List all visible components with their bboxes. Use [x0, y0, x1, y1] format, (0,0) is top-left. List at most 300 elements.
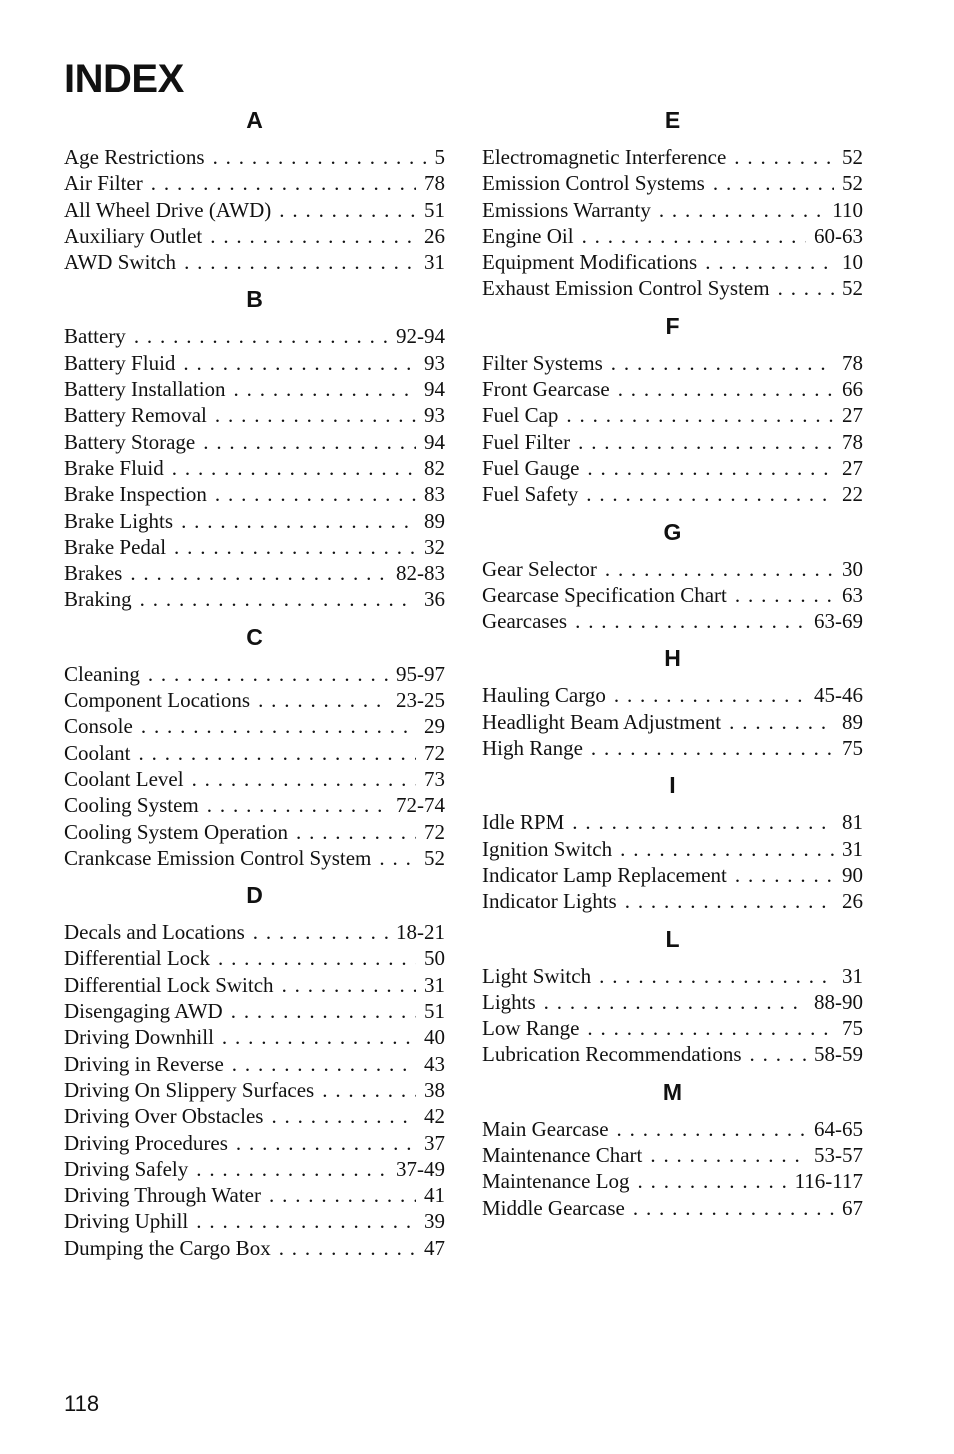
index-entry [64, 687, 445, 713]
index-page-ref: 93 [424, 403, 445, 428]
dot-leader [544, 989, 806, 1015]
dot-leader [713, 170, 834, 196]
dot-leader [218, 945, 416, 971]
index-entry [64, 1077, 445, 1103]
index-term: Brake Fluid [64, 455, 164, 480]
index-term: All Wheel Drive (AWD) [64, 197, 272, 222]
index-page-ref: 92-94 [396, 324, 445, 349]
index-entry [64, 455, 445, 481]
section-letter: B [246, 286, 263, 313]
dot-leader [271, 1103, 416, 1129]
dot-leader [638, 1168, 787, 1194]
index-page-ref: 53-57 [814, 1143, 863, 1168]
index-entry [64, 508, 445, 534]
index-page-ref: 58-59 [814, 1042, 863, 1067]
index-entry [64, 144, 445, 170]
section-letter: E [664, 107, 681, 133]
index-page-ref: 67 [842, 1195, 863, 1220]
index-column-left [64, 106, 445, 1271]
index-column-right [482, 106, 863, 1231]
index-entry [482, 888, 863, 914]
dot-leader [207, 792, 388, 818]
index-page-ref: 45-46 [814, 683, 863, 708]
index-page-ref: 51 [424, 999, 445, 1024]
dot-leader [586, 481, 834, 507]
index-term: Differential Lock [64, 946, 210, 971]
index-term: Brake Lights [64, 508, 174, 533]
dot-leader [729, 709, 834, 735]
dot-leader [279, 197, 416, 223]
index-term: Lights [482, 989, 536, 1014]
dot-leader [139, 740, 417, 766]
index-term: Component Locations [64, 688, 251, 713]
dot-leader [379, 845, 416, 871]
index-term: Cooling System Operation [64, 819, 288, 844]
index-term: Indicator Lamp Replacement [482, 862, 727, 887]
dot-leader [172, 455, 416, 481]
index-page-ref: 81 [842, 810, 863, 835]
index-term: Brake Inspection [64, 482, 207, 507]
dot-leader [130, 560, 388, 586]
index-entry [482, 197, 863, 223]
index-page-ref: 41 [424, 1183, 445, 1208]
index-term: Equipment Modifications [482, 250, 698, 275]
index-term: Indicator Lights [482, 889, 617, 914]
index-page-ref: 30 [842, 556, 863, 581]
index-section [482, 925, 863, 1068]
index-entry [64, 376, 445, 402]
index-entry [64, 998, 445, 1024]
index-page-ref: 51 [424, 197, 445, 222]
index-entry [482, 862, 863, 888]
index-term: Brakes [64, 561, 123, 586]
index-entry [64, 792, 445, 818]
index-term: Driving Procedures [64, 1130, 228, 1155]
index-term: Gear Selector [482, 556, 597, 581]
index-entry [64, 945, 445, 971]
index-entry [482, 481, 863, 507]
index-page-ref: 37 [424, 1130, 445, 1155]
index-page-ref: 94 [424, 429, 445, 454]
index-entry [64, 1182, 445, 1208]
index-page-ref: 82-83 [396, 561, 445, 586]
index-term: Air Filter [64, 171, 143, 196]
index-entry-list [482, 1116, 863, 1221]
dot-leader [582, 223, 806, 249]
index-entry-list [482, 809, 863, 914]
index-page-ref: 43 [424, 1051, 445, 1076]
index-term: Dumping the Cargo Box [64, 1235, 271, 1260]
index-page-ref: 89 [424, 508, 445, 533]
index-section [482, 1078, 863, 1221]
index-entry [64, 1051, 445, 1077]
dot-leader [222, 1024, 416, 1050]
dot-leader [659, 197, 824, 223]
index-term: Gearcases [482, 609, 568, 634]
index-entry-list [482, 144, 863, 302]
index-page-ref: 42 [424, 1104, 445, 1129]
index-section [482, 644, 863, 761]
dot-leader [614, 682, 806, 708]
index-term: Console [64, 714, 133, 739]
index-entry [64, 1103, 445, 1129]
index-term: Electromagnetic Interference [482, 145, 727, 169]
index-entry [482, 608, 863, 634]
index-entry [64, 845, 445, 871]
index-page-ref: 26 [424, 223, 445, 248]
index-entry [482, 350, 863, 376]
dot-leader [184, 249, 416, 275]
index-entry-list [482, 682, 863, 761]
index-term: Auxiliary Outlet [64, 223, 203, 248]
index-entry [64, 1235, 445, 1261]
index-term: Differential Lock Switch [64, 972, 274, 997]
index-term: Decals and Locations [64, 920, 245, 945]
index-page-ref: 78 [842, 429, 863, 454]
dot-leader [618, 376, 834, 402]
index-entry [64, 1156, 445, 1182]
index-entry [64, 1130, 445, 1156]
index-term: Battery Installation [64, 377, 226, 402]
index-page-ref: 95-97 [396, 661, 445, 686]
index-entry [482, 402, 863, 428]
index-entry [64, 560, 445, 586]
index-section [482, 312, 863, 508]
index-entry [482, 735, 863, 761]
index-term: Hauling Cargo [482, 683, 606, 708]
dot-leader [650, 1142, 806, 1168]
index-page-ref: 63 [842, 582, 863, 607]
index-term: Main Gearcase [482, 1116, 609, 1141]
section-letter: H [664, 645, 681, 672]
index-entry [482, 1041, 863, 1067]
index-term: Cleaning [64, 661, 140, 686]
index-page-ref: 88-90 [814, 989, 863, 1014]
dot-leader [269, 1182, 416, 1208]
index-entry [64, 534, 445, 560]
index-entry [64, 223, 445, 249]
index-page-ref: 73 [424, 766, 445, 791]
index-page-ref: 38 [424, 1077, 445, 1102]
index-entry [482, 682, 863, 708]
dot-leader [605, 556, 834, 582]
index-page-ref: 63-69 [814, 609, 863, 634]
index-entry [482, 556, 863, 582]
dot-leader [578, 429, 834, 455]
index-entry [64, 586, 445, 612]
dot-leader [750, 1041, 806, 1067]
dot-leader [183, 350, 416, 376]
dot-leader [587, 1015, 834, 1041]
index-term: Battery Fluid [64, 350, 176, 375]
dot-leader [232, 1051, 416, 1077]
index-term: Light Switch [482, 963, 592, 988]
index-page-ref: 52 [842, 171, 863, 196]
index-term: AWD Switch [64, 250, 177, 275]
section-letter: F [665, 312, 680, 339]
index-page-ref: 10 [842, 250, 863, 275]
index-page-ref: 47 [424, 1235, 445, 1260]
page-title: INDEX [64, 57, 184, 101]
index-page-ref: 50 [424, 946, 445, 971]
index-page-ref: 75 [842, 1016, 863, 1041]
dot-leader [322, 1077, 416, 1103]
index-term: Driving Downhill [64, 1025, 214, 1050]
index-section [482, 771, 863, 914]
index-term: Engine Oil [482, 223, 574, 248]
index-entry [482, 809, 863, 835]
index-page-ref: 5 [434, 145, 445, 169]
dot-leader [735, 862, 834, 888]
index-page-ref: 52 [842, 145, 863, 169]
index-page-ref: 40 [424, 1025, 445, 1050]
index-entry [482, 1015, 863, 1041]
index-page-ref: 52 [842, 276, 863, 301]
index-term: Coolant [64, 740, 131, 765]
dot-leader [210, 223, 416, 249]
index-section [64, 881, 445, 1261]
index-entry [482, 455, 863, 481]
dot-leader [203, 429, 416, 455]
index-term: Ignition Switch [482, 836, 613, 861]
index-entry [64, 819, 445, 845]
index-section [64, 106, 445, 275]
section-letter: M [662, 1078, 683, 1105]
index-page-ref: 26 [842, 889, 863, 914]
index-term: Braking [64, 587, 132, 612]
index-entry [64, 766, 445, 792]
dot-leader [174, 534, 416, 560]
index-page-ref: 66 [842, 377, 863, 402]
index-entry [482, 1195, 863, 1221]
index-section [64, 623, 445, 871]
dot-leader [253, 919, 388, 945]
index-term: Lubrication Recommendations [482, 1042, 742, 1067]
dot-leader [140, 586, 416, 612]
index-entry-list [64, 919, 445, 1261]
dot-leader [282, 972, 416, 998]
dot-leader [213, 144, 427, 170]
index-entry [64, 919, 445, 945]
index-entry [64, 661, 445, 687]
dot-leader [705, 249, 834, 275]
index-section [482, 518, 863, 635]
section-letter: A [246, 107, 263, 133]
dot-leader [611, 350, 834, 376]
index-entry [482, 170, 863, 196]
index-entry [482, 582, 863, 608]
dot-leader [566, 402, 834, 428]
dot-leader [215, 481, 416, 507]
dot-leader [734, 144, 834, 170]
index-page-ref: 29 [424, 714, 445, 739]
index-page-ref: 110 [832, 197, 863, 222]
index-entry-list [64, 323, 445, 612]
dot-leader [633, 1195, 834, 1221]
index-entry [482, 144, 863, 170]
dot-leader [625, 888, 834, 914]
index-entry [64, 429, 445, 455]
index-page-ref: 64-65 [814, 1116, 863, 1141]
index-page-ref: 82 [424, 455, 445, 480]
index-page-ref: 116-117 [794, 1169, 863, 1194]
index-entry [482, 249, 863, 275]
index-entry [482, 429, 863, 455]
index-page-ref: 37-49 [396, 1156, 445, 1181]
index-page-ref: 75 [842, 736, 863, 761]
index-term: Low Range [482, 1016, 580, 1041]
dot-leader [192, 766, 416, 792]
section-letter: G [663, 518, 682, 545]
index-term: Emissions Warranty [482, 197, 651, 222]
dot-leader [617, 1116, 806, 1142]
index-entry [64, 1208, 445, 1234]
index-term: Exhaust Emission Control System [482, 276, 770, 301]
index-term: High Range [482, 736, 583, 761]
index-entry [482, 275, 863, 301]
dot-leader [148, 661, 388, 687]
index-entry [64, 170, 445, 196]
index-page-ref: 31 [842, 963, 863, 988]
index-page-ref: 23-25 [396, 688, 445, 713]
dot-leader [735, 582, 834, 608]
dot-leader [587, 455, 834, 481]
index-entry [64, 972, 445, 998]
index-term: Idle RPM [482, 810, 565, 835]
dot-leader [296, 819, 416, 845]
index-page-ref: 32 [424, 534, 445, 559]
index-term: Battery Removal [64, 403, 207, 428]
index-page-ref: 27 [842, 455, 863, 480]
dot-leader [572, 809, 834, 835]
index-entry [64, 197, 445, 223]
index-term: Driving Safely [64, 1156, 189, 1181]
index-entry [64, 323, 445, 349]
index-page-ref: 22 [842, 482, 863, 507]
index-term: Fuel Cap [482, 403, 559, 428]
index-page-ref: 89 [842, 709, 863, 734]
dot-leader [234, 376, 416, 402]
index-entry [482, 989, 863, 1015]
index-page-ref: 93 [424, 350, 445, 375]
index-entry-list [64, 661, 445, 871]
section-letter: I [669, 772, 676, 799]
index-term: Gearcase Specification Chart [482, 582, 727, 607]
index-term: Emission Control Systems [482, 171, 705, 196]
section-letter: C [246, 623, 263, 650]
index-entry [482, 709, 863, 735]
index-term: Filter Systems [482, 350, 603, 375]
page-number: 118 [64, 1391, 100, 1416]
dot-leader [620, 836, 834, 862]
index-entry [64, 1024, 445, 1050]
index-term: Maintenance Chart [482, 1143, 643, 1168]
index-term: Coolant Level [64, 766, 184, 791]
dot-leader [196, 1208, 416, 1234]
index-page-ref: 72 [424, 740, 445, 765]
index-page-ref: 72 [424, 819, 445, 844]
index-term: Driving Uphill [64, 1209, 189, 1234]
index-page-ref: 52 [424, 845, 445, 870]
index-page-ref: 27 [842, 403, 863, 428]
index-entry-list [482, 963, 863, 1068]
index-entry [482, 836, 863, 862]
index-term: Cooling System [64, 793, 199, 818]
dot-leader [181, 508, 416, 534]
dot-leader [599, 963, 834, 989]
index-entry-list [482, 350, 863, 508]
index-page-ref: 94 [424, 377, 445, 402]
index-page-ref: 90 [842, 862, 863, 887]
index-term: Brake Pedal [64, 534, 167, 559]
index-term: Fuel Gauge [482, 455, 580, 480]
dot-leader [279, 1235, 416, 1261]
index-term: Age Restrictions [64, 145, 205, 169]
index-term: Front Gearcase [482, 377, 610, 402]
dot-leader [231, 998, 416, 1024]
index-page-ref: 60-63 [814, 223, 863, 248]
index-term: Fuel Safety [482, 482, 579, 507]
dot-leader [591, 735, 834, 761]
dot-leader [778, 275, 834, 301]
dot-leader [215, 402, 416, 428]
index-term: Driving Over Obstacles [64, 1104, 264, 1129]
index-term: Maintenance Log [482, 1169, 630, 1194]
index-term: Driving On Slippery Surfaces [64, 1077, 315, 1102]
index-term: Battery [64, 324, 126, 349]
index-term: Disengaging AWD [64, 999, 223, 1024]
index-entry [64, 713, 445, 739]
index-page-ref: 72-74 [396, 793, 445, 818]
index-section [482, 106, 863, 302]
index-page-ref: 83 [424, 482, 445, 507]
index-page-ref: 31 [842, 836, 863, 861]
index-entry [482, 1116, 863, 1142]
index-section [64, 285, 445, 612]
index-term: Driving Through Water [64, 1183, 261, 1208]
index-page-ref: 31 [424, 972, 445, 997]
index-page-ref: 78 [424, 171, 445, 196]
section-letter: D [246, 882, 263, 909]
index-entry [482, 1142, 863, 1168]
index-page-ref: 78 [842, 350, 863, 375]
index-page-ref: 36 [424, 587, 445, 612]
index-page-ref: 39 [424, 1209, 445, 1234]
index-entry [64, 350, 445, 376]
index-term: Battery Storage [64, 429, 196, 454]
index-entry-list [64, 144, 445, 275]
dot-leader [258, 687, 388, 713]
dot-leader [236, 1130, 416, 1156]
index-entry [482, 376, 863, 402]
section-letter: L [665, 925, 680, 952]
dot-leader [151, 170, 416, 196]
index-entry [482, 963, 863, 989]
index-entry-list [482, 556, 863, 635]
index-entry [64, 481, 445, 507]
dot-leader [141, 713, 416, 739]
index-entry [64, 740, 445, 766]
index-term: Headlight Beam Adjustment [482, 709, 722, 734]
index-entry [64, 402, 445, 428]
index-term: Fuel Filter [482, 429, 571, 454]
index-entry [64, 249, 445, 275]
index-term: Crankcase Emission Control System [64, 845, 372, 870]
dot-leader [575, 608, 806, 634]
index-entry [482, 1168, 863, 1194]
dot-leader [134, 323, 388, 349]
index-page-ref: 31 [424, 250, 445, 275]
